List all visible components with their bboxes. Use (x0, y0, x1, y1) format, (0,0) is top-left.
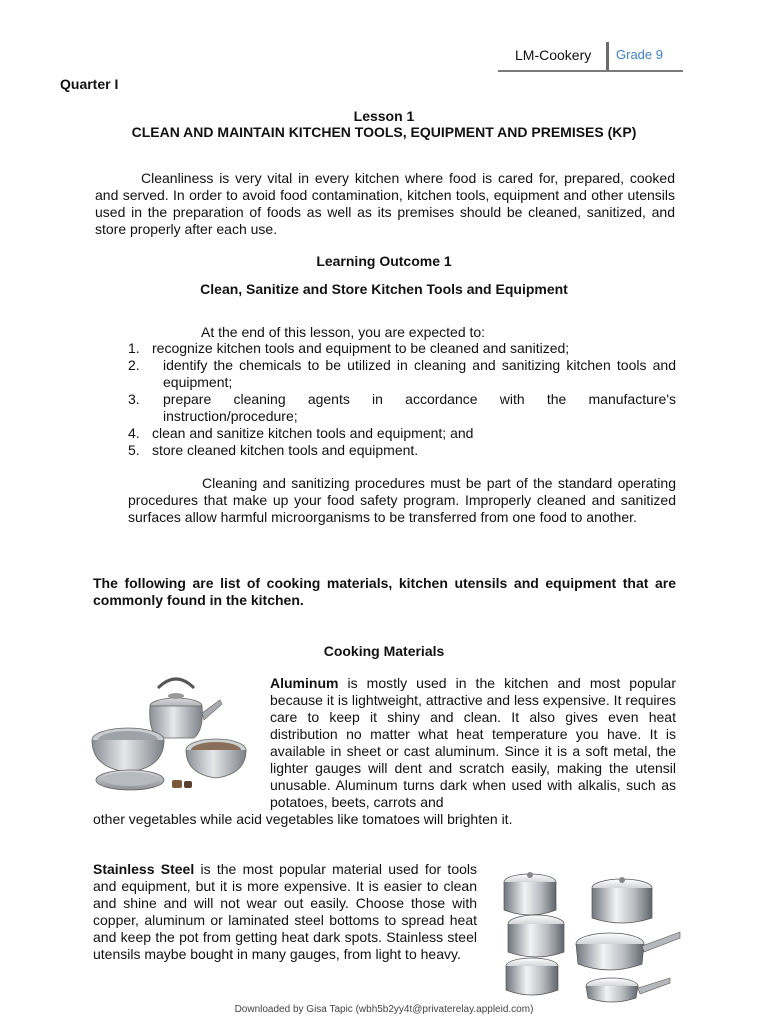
stainless-steel-paragraph: Stainless Steel is the most popular material used for tools and equipment, but it is more expensive. It is easier to clean and shine and will not wear out easily. Choose those with copper, aluminum or laminated steel bottoms to spread heat and keep the pot from getting heat dark spots. Stainless steel utensils maybe bought in many gauges, from light to heavy. (93, 861, 477, 962)
lesson-title: CLEAN AND MAINTAIN KITCHEN TOOLS, EQUIPMENT AND PREMISES (KP) (131, 124, 637, 140)
aluminum-cookware-image (88, 668, 256, 798)
stainless-steel-term: Stainless Steel (93, 861, 195, 877)
grade-label: Grade 9 (616, 47, 663, 62)
header-divider (606, 42, 609, 70)
list-item: 4. clean and sanitize kitchen tools and equipment; and (128, 425, 474, 441)
list-item: 5. store cleaned kitchen tools and equipment. (128, 442, 419, 458)
list-item: 1. recognize kitchen tools and equipment to be cleaned and sanitized; (128, 340, 570, 356)
learning-outcome-title: Clean, Sanitize and Store Kitchen Tools and Equipment (200, 281, 568, 297)
module-title: LM-Cookery (515, 47, 592, 63)
objectives-list (128, 340, 676, 459)
stainless-cookware-image (492, 866, 682, 1004)
aluminum-paragraph: Aluminum is mostly used in the kitchen and most popular because it is lightweight, attractive and less expensive. It requires care to keep it shiny and clean. It also gives even heat distribution no matter what heat temperature you have. It is available in sheet or cast aluminum. Since it is a soft metal, the lighter gauges will dent and scratch easily, making the utensil unusable. Aluminum turns dark when used with alkalis, such as potatoes, beets, carrots and (270, 675, 676, 810)
list-item: 2. identify the chemicals to be utilized in cleaning and sanitizing kitchen tools and equipment; (128, 357, 676, 390)
learning-outcome-label: Learning Outcome 1 (316, 253, 452, 269)
quarter-label: Quarter I (60, 76, 119, 92)
download-footer: Downloaded by Gisa Tapic (wbh5b2yy4t@privaterelay.appleid.com) (234, 1004, 534, 1015)
lesson-number: Lesson 1 (353, 108, 415, 124)
intro-paragraph: Cleanliness is very vital in every kitchen where food is cared for, prepared, cooked and served. In order to avoid food contamination, kitchen tools, equipment and other utensils used in the preparation of foods as well as its premises should be cleaned, sanitized, and store properly after each use. (95, 170, 675, 237)
materials-intro-paragraph: The following are list of cooking materials, kitchen utensils and equipment that are commonly found in the kitchen. (93, 575, 676, 608)
aluminum-paragraph-tail: other vegetables while acid vegetables like tomatoes will brighten it. (93, 811, 513, 827)
header-rule (498, 70, 683, 72)
cooking-materials-title: Cooking Materials (323, 643, 445, 659)
list-item: 3. prepare cleaning agents in accordance with the manufacture's instruction/procedure; (128, 391, 676, 424)
objectives-intro: At the end of this lesson, you are expected to: (201, 324, 486, 340)
aluminum-term: Aluminum (270, 675, 339, 691)
cleaning-paragraph: Cleaning and sanitizing procedures must be part of the standard operating procedures that make up your food safety program. Improperly cleaned and sanitized surfaces allow harmful microorganisms to be transferred from one food to another. (128, 475, 676, 525)
